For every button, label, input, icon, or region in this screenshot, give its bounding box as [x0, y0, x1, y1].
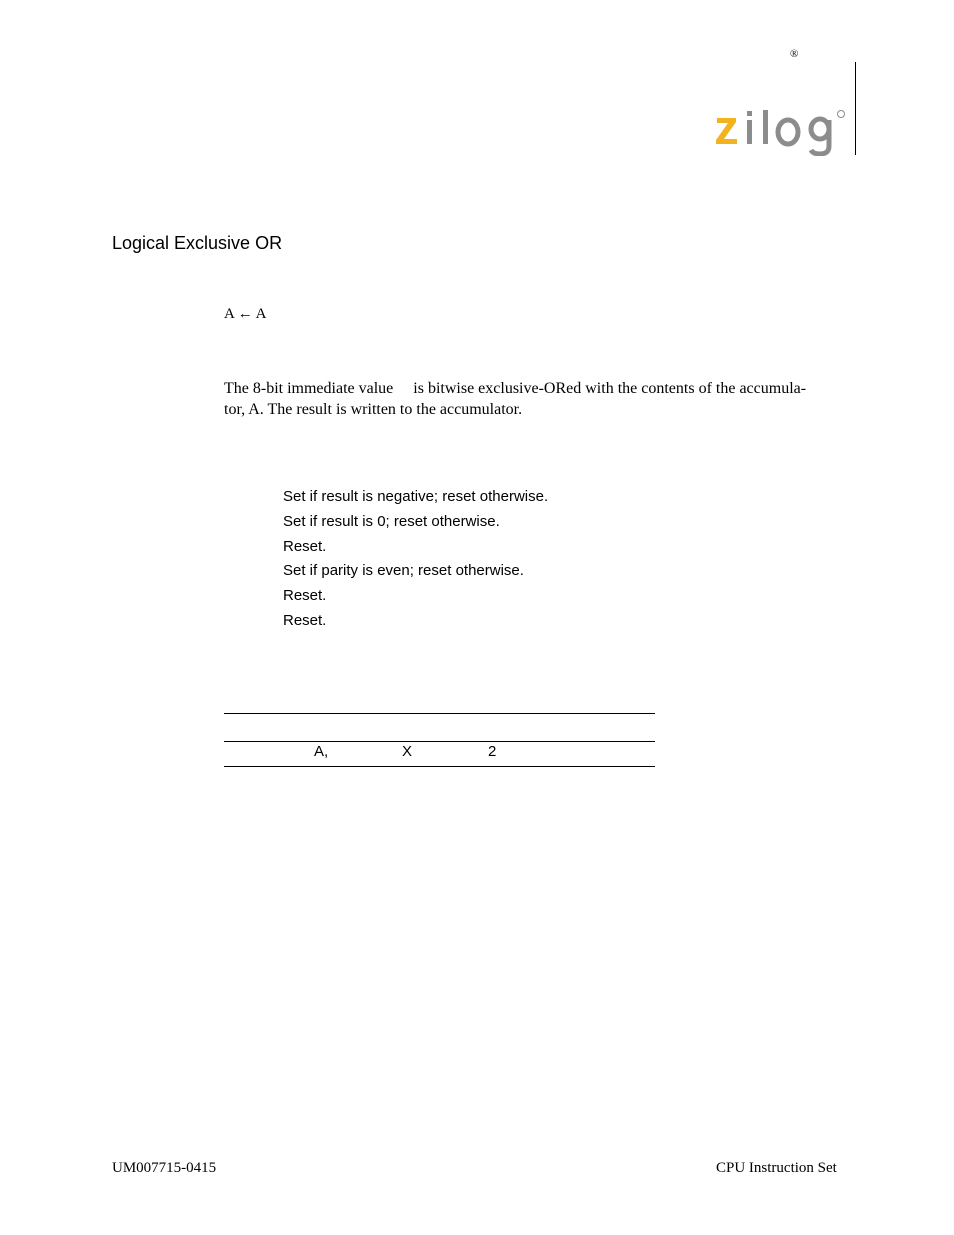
- registered-mark: ®: [790, 48, 799, 60]
- description-part2: is bitwise exclusive-ORed with the contents of the accumula-: [413, 380, 807, 397]
- table-top-rule: [224, 713, 655, 714]
- operation-formula: A ← A: [224, 306, 267, 322]
- zilog-logo: [714, 108, 846, 156]
- footer-section: CPU Instruction Set: [716, 1160, 837, 1176]
- flag-pv-description: Set if parity is even; reset otherwise.: [283, 562, 524, 579]
- table-cell-opcode: X: [402, 743, 413, 760]
- flag-c-description: Reset.: [283, 612, 327, 629]
- description-part1: The 8-bit immediate value: [224, 380, 394, 397]
- description-line2: tor, A. The result is written to the accumulator.: [224, 401, 523, 418]
- flag-s-description: Set if result is negative; reset otherwise.: [283, 488, 549, 505]
- table-header-rule: [224, 741, 655, 742]
- flag-h-description: Reset.: [283, 538, 327, 555]
- header-divider: [855, 62, 856, 155]
- flag-n-description: Reset.: [283, 587, 327, 604]
- section-title: Logical Exclusive OR: [112, 233, 283, 253]
- footer-doc-id: UM007715-0415: [112, 1160, 217, 1176]
- table-cell-bytes: 2: [488, 743, 497, 760]
- flag-z-description: Set if result is 0; reset otherwise.: [283, 513, 500, 530]
- table-bottom-rule: [224, 766, 655, 767]
- table-cell-operand: A,: [314, 743, 329, 760]
- description: [224, 378, 844, 420]
